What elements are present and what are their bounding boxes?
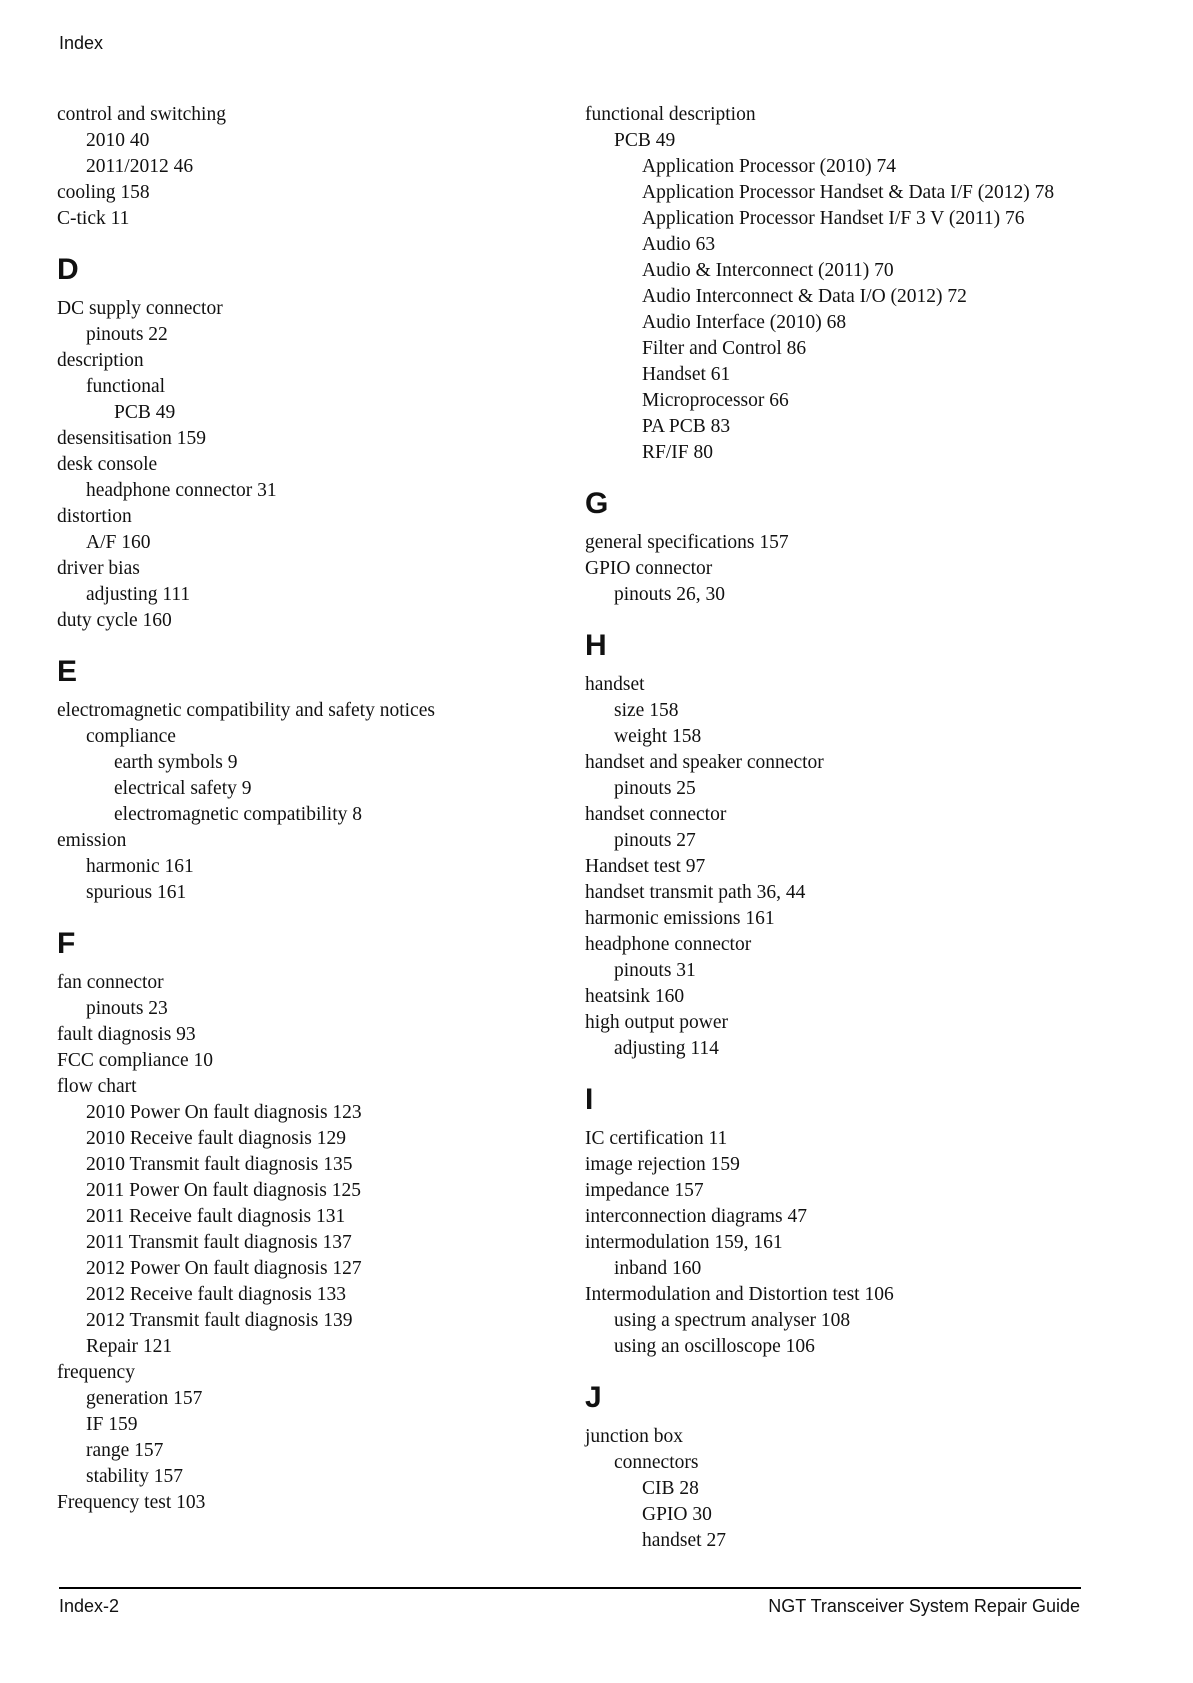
- index-subentry: PCB 49: [114, 402, 176, 423]
- index-subentry: 2012 Power On fault diagnosis 127: [86, 1258, 362, 1279]
- index-subentry: using a spectrum analyser 108: [614, 1310, 851, 1331]
- index-entry: DC supply connector: [57, 298, 223, 319]
- index-entry: junction box: [585, 1426, 684, 1447]
- index-entry: duty cycle 160: [57, 610, 172, 631]
- index-subentry: Audio 63: [642, 234, 716, 255]
- index-subentry: pinouts 26, 30: [614, 584, 726, 605]
- index-entry: flow chart: [57, 1076, 137, 1097]
- index-column-left: [57, 102, 557, 1516]
- index-subentry: PA PCB 83: [642, 416, 731, 437]
- index-subentry: compliance: [86, 726, 176, 747]
- index-subentry: IF 159: [86, 1414, 138, 1435]
- index-subentry: inband 160: [614, 1258, 702, 1279]
- index-subentry: Audio Interface (2010) 68: [642, 312, 847, 333]
- index-subentry: functional: [86, 376, 166, 397]
- index-subentry: Repair 121: [86, 1336, 173, 1357]
- index-subentry: 2010 40: [86, 130, 150, 151]
- index-subentry: pinouts 27: [614, 830, 696, 851]
- index-letter-heading: E: [57, 655, 78, 688]
- book-title: NGT Transceiver System Repair Guide: [768, 1596, 1080, 1616]
- index-entry: control and switching: [57, 104, 226, 125]
- index-subentry: 2012 Receive fault diagnosis 133: [86, 1284, 346, 1305]
- index-subentry: Application Processor (2010) 74: [642, 156, 896, 177]
- index-entry: cooling 158: [57, 182, 150, 203]
- index-subentry: pinouts 23: [86, 998, 168, 1019]
- index-subentry: pinouts 25: [614, 778, 696, 799]
- index-subentry: 2011/2012 46: [86, 156, 194, 177]
- index-subentry: size 158: [614, 700, 679, 721]
- index-entry: interconnection diagrams 47: [585, 1206, 808, 1227]
- index-entry: description: [57, 350, 144, 371]
- index-entry: emission: [57, 830, 127, 851]
- index-entry: functional description: [585, 104, 756, 125]
- index-letter-heading: G: [585, 487, 609, 520]
- index-subentry: 2010 Power On fault diagnosis 123: [86, 1102, 362, 1123]
- index-subentry: CIB 28: [642, 1478, 699, 1499]
- index-entry: C-tick 11: [57, 208, 130, 229]
- index-subentry: 2011 Power On fault diagnosis 125: [86, 1180, 361, 1201]
- index-subentry: Filter and Control 86: [642, 338, 807, 359]
- index-entry: Handset test 97: [585, 856, 706, 877]
- index-entry: Intermodulation and Distortion test 106: [585, 1284, 894, 1305]
- index-subentry: headphone connector 31: [86, 480, 277, 501]
- index-subentry: Audio & Interconnect (2011) 70: [642, 260, 894, 281]
- index-column-right: [585, 102, 1175, 1554]
- index-subentry: electromagnetic compatibility 8: [114, 804, 362, 825]
- footer-rule: [59, 1587, 1081, 1589]
- page-number: Index-2: [59, 1596, 120, 1616]
- index-subentry: Audio Interconnect & Data I/O (2012) 72: [642, 286, 967, 307]
- index-subentry: adjusting 114: [614, 1038, 719, 1059]
- index-entry: handset: [585, 674, 645, 695]
- index-subentry: pinouts 31: [614, 960, 696, 981]
- index-entry: driver bias: [57, 558, 140, 579]
- index-entry: heatsink 160: [585, 986, 685, 1007]
- index-subentry: generation 157: [86, 1388, 203, 1409]
- index-subentry: 2011 Transmit fault diagnosis 137: [86, 1232, 352, 1253]
- index-entry: fault diagnosis 93: [57, 1024, 196, 1045]
- index-entry: general specifications 157: [585, 532, 789, 553]
- index-letter-heading: H: [585, 629, 607, 662]
- index-entry: Frequency test 103: [57, 1492, 206, 1513]
- index-subentry: spurious 161: [86, 882, 187, 903]
- index-subentry: earth symbols 9: [114, 752, 238, 773]
- index-entry: image rejection 159: [585, 1154, 740, 1175]
- index-entry: FCC compliance 10: [57, 1050, 213, 1071]
- index-subentry: electrical safety 9: [114, 778, 252, 799]
- index-letter-heading: F: [57, 927, 76, 960]
- index-subentry: Application Processor Handset I/F 3 V (2011) 76: [642, 208, 1025, 229]
- index-subentry: pinouts 22: [86, 324, 168, 345]
- index-subentry: 2010 Transmit fault diagnosis 135: [86, 1154, 353, 1175]
- index-entry: high output power: [585, 1012, 728, 1033]
- index-entry: desk console: [57, 454, 158, 475]
- index-subentry: PCB 49: [614, 130, 676, 151]
- index-entry: GPIO connector: [585, 558, 713, 579]
- index-subentry: connectors: [614, 1452, 699, 1473]
- index-entry: handset and speaker connector: [585, 752, 824, 773]
- index-subentry: Application Processor Handset & Data I/F (2012) 78: [642, 182, 1055, 203]
- index-subentry: stability 157: [86, 1466, 183, 1487]
- index-subentry: GPIO 30: [642, 1504, 712, 1525]
- index-subentry: RF/IF 80: [642, 442, 713, 463]
- index-entry: fan connector: [57, 972, 164, 993]
- index-letter-heading: J: [585, 1381, 602, 1414]
- index-subentry: handset 27: [642, 1530, 726, 1551]
- index-entry: desensitisation 159: [57, 428, 206, 449]
- index-entry: handset transmit path 36, 44: [585, 882, 806, 903]
- index-subentry: using an oscilloscope 106: [614, 1336, 815, 1357]
- index-subentry: Handset 61: [642, 364, 731, 385]
- index-subentry: Microprocessor 66: [642, 390, 789, 411]
- index-entry: handset connector: [585, 804, 727, 825]
- index-entry: distortion: [57, 506, 132, 527]
- index-entry: harmonic emissions 161: [585, 908, 775, 929]
- index-subentry: 2010 Receive fault diagnosis 129: [86, 1128, 346, 1149]
- index-entry: intermodulation 159, 161: [585, 1232, 783, 1253]
- index-entry: frequency: [57, 1362, 135, 1383]
- index-entry: electromagnetic compatibility and safety notices: [57, 700, 435, 721]
- index-subentry: range 157: [86, 1440, 164, 1461]
- index-entry: IC certification 11: [585, 1128, 728, 1149]
- running-head: Index: [59, 33, 104, 53]
- index-subentry: 2012 Transmit fault diagnosis 139: [86, 1310, 353, 1331]
- index-subentry: A/F 160: [86, 532, 151, 553]
- index-subentry: adjusting 111: [86, 584, 191, 605]
- index-subentry: 2011 Receive fault diagnosis 131: [86, 1206, 346, 1227]
- index-entry: impedance 157: [585, 1180, 704, 1201]
- index-subentry: harmonic 161: [86, 856, 194, 877]
- index-subentry: weight 158: [614, 726, 702, 747]
- index-letter-heading: D: [57, 253, 79, 286]
- index-letter-heading: I: [585, 1083, 594, 1116]
- index-entry: headphone connector: [585, 934, 752, 955]
